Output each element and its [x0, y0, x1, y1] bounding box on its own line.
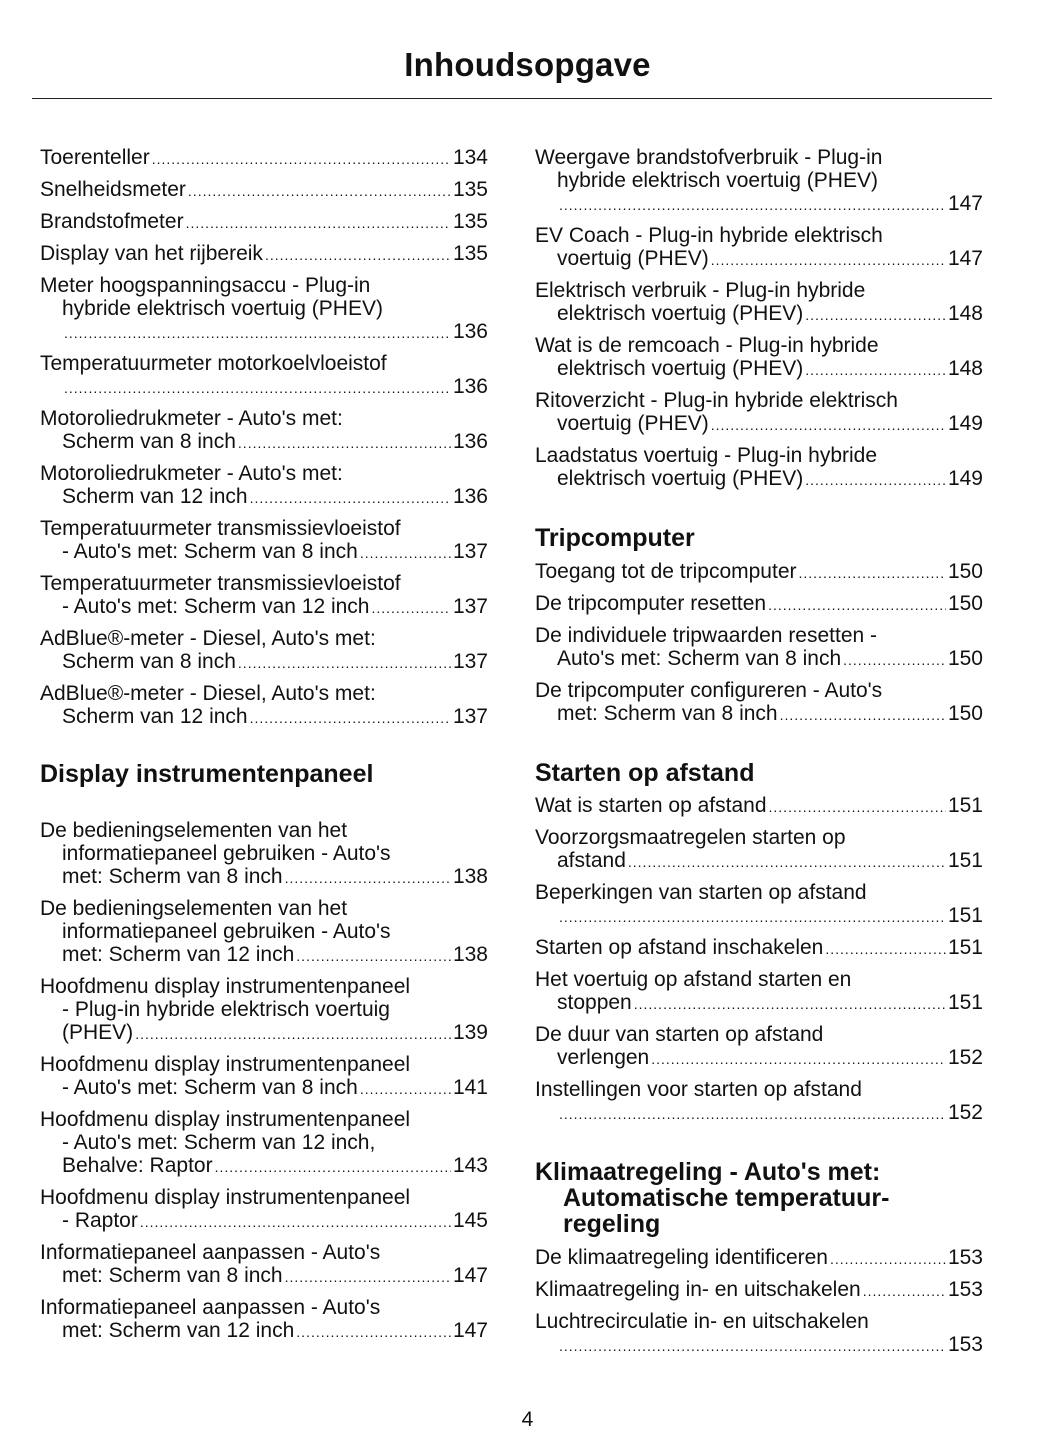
toc-entry-leader-line: [535, 302, 983, 327]
toc-page-number: 137: [452, 540, 488, 563]
toc-entry[interactable]: [40, 819, 488, 890]
toc-entry-line: De individuele tripwaarden resetten -: [535, 624, 878, 647]
toc-entry-leader-line: [40, 320, 488, 345]
toc-entry-line: Temperatuurmeter transmissievloeistof: [40, 572, 401, 595]
toc-entry-text: met: Scherm van 8 inch: [557, 702, 778, 725]
toc-page-number: 137: [452, 595, 488, 618]
dot-leader: [651, 1048, 946, 1071]
toc-entry-text: elektrisch voertuig (PHEV): [557, 467, 804, 490]
toc-entry-text: met: Scherm van 12 inch: [62, 943, 295, 966]
dot-leader: [863, 1280, 946, 1303]
toc-entry-line: De tripcomputer configureren - Auto's: [535, 679, 883, 702]
toc-entry[interactable]: [535, 1278, 983, 1303]
toc-entry-leader-line: [535, 357, 983, 382]
toc-entry-leader-line: [535, 1046, 983, 1071]
toc-entry-leader-line: [40, 540, 488, 565]
toc-entry-line: De bedieningselementen van het: [40, 819, 348, 842]
toc-entry-text: - Auto's met: Scherm van 8 inch: [62, 1076, 358, 1099]
toc-entry-line: De bedieningselementen van het: [40, 897, 348, 920]
toc-entry-line: hybride elektrisch voertuig (PHEV): [62, 297, 383, 320]
toc-entry-leader-line: [40, 943, 488, 968]
toc-entry[interactable]: [535, 279, 983, 327]
toc-entry-line: Hoofdmenu display instrumentenpaneel: [40, 1186, 411, 1209]
dot-leader: [799, 562, 946, 585]
toc-section: [535, 146, 983, 492]
toc-entry-line: Het voertuig op afstand starten en: [535, 968, 852, 991]
section-heading: [535, 760, 983, 786]
toc-entry-text: - Auto's met: Scherm van 12 inch: [62, 595, 370, 618]
toc-entry-leader-line: [40, 210, 488, 235]
toc-page-number: 147: [452, 1319, 488, 1342]
dot-leader: [825, 938, 946, 961]
page-number: 4: [521, 1408, 534, 1431]
dot-leader: [559, 1335, 946, 1358]
toc-entry-leader-line: [535, 1333, 983, 1358]
toc-entry-leader-line: [535, 1101, 983, 1126]
toc-entry-line: Laadstatus voertuig - Plug-in hybride: [535, 444, 878, 467]
dot-leader: [360, 542, 451, 565]
dot-leader: [64, 322, 451, 345]
toc-entry-leader-line: [40, 485, 488, 510]
toc-entry-line: Meter hoogspanningsaccu - Plug-in: [40, 274, 371, 297]
toc-page-number: 150: [947, 702, 983, 725]
toc-entry-line: Temperatuurmeter transmissievloeistof: [40, 517, 401, 540]
toc-entry-leader-line: [535, 247, 983, 272]
toc-section: [40, 146, 488, 730]
toc-page-number: 135: [452, 178, 488, 201]
dot-leader: [805, 359, 946, 382]
section-heading-line: Display instrumentenpaneel: [40, 760, 374, 788]
toc-entry[interactable]: [40, 517, 488, 565]
toc-entry-line: informatiepaneel gebruiken - Auto's: [62, 842, 391, 865]
toc-entry-text: elektrisch voertuig (PHEV): [557, 302, 804, 325]
toc-entry-leader-line: [535, 560, 983, 585]
toc-section: [535, 1246, 983, 1358]
toc-entry-text: Scherm van 8 inch: [62, 430, 236, 453]
dot-leader: [285, 1266, 451, 1289]
toc-entry-line: Hoofdmenu display instrumentenpaneel: [40, 1053, 411, 1076]
toc-entry[interactable]: [40, 242, 488, 267]
toc-entry-line: AdBlue®-meter - Diesel, Auto's met:: [40, 682, 376, 705]
toc-section: [535, 794, 983, 1126]
toc-entry-line: Weergave brandstofverbruik - Plug-in: [535, 146, 883, 169]
toc-entry-leader-line: [535, 904, 983, 929]
toc-page-number: 136: [452, 485, 488, 508]
toc-entry-line: - Plug-in hybride elektrisch voertuig: [62, 998, 390, 1021]
dot-leader: [711, 249, 946, 272]
toc-entry-line: Beperkingen van starten op afstand: [535, 881, 867, 904]
toc-entry[interactable]: [40, 210, 488, 235]
toc-entry-text: Toegang tot de tripcomputer: [535, 560, 797, 583]
toc-page-number: 135: [452, 210, 488, 233]
toc-entry[interactable]: [535, 968, 983, 1016]
toc-entry-line: Motoroliedrukmeter - Auto's met:: [40, 407, 343, 430]
toc-page-number: 151: [947, 849, 983, 872]
toc-entry[interactable]: [535, 826, 983, 874]
toc-page-number: 134: [452, 146, 488, 169]
toc-entry-leader-line: [535, 991, 983, 1016]
toc-entry-text: voertuig (PHEV): [557, 247, 709, 270]
toc-entry-text: afstand: [557, 849, 626, 872]
toc-page-number: 153: [947, 1278, 983, 1301]
toc-entry-leader-line: [40, 1154, 488, 1179]
toc-entry[interactable]: [535, 224, 983, 272]
toc-entry-line: hybride elektrisch voertuig (PHEV): [557, 169, 878, 192]
toc-page-number: 151: [947, 794, 983, 817]
toc-page-number: 147: [452, 1264, 488, 1287]
toc-page-number: 136: [452, 430, 488, 453]
toc-entry[interactable]: [535, 334, 983, 382]
toc-entry-leader-line: [40, 375, 488, 400]
dot-leader: [238, 432, 451, 455]
dot-leader: [215, 1156, 451, 1179]
toc-entry[interactable]: [535, 592, 983, 617]
section-heading-line: Starten op afstand: [535, 759, 755, 787]
dot-leader: [628, 851, 946, 874]
toc-entry-text: met: Scherm van 12 inch: [62, 1319, 295, 1342]
toc-page-number: 141: [452, 1076, 488, 1099]
toc-entry[interactable]: [535, 1023, 983, 1071]
dot-leader: [559, 906, 946, 929]
toc-entry-line: Hoofdmenu display instrumentenpaneel: [40, 975, 411, 998]
section-heading-line: Tripcomputer: [535, 524, 695, 552]
toc-entry-line: - Auto's met: Scherm van 12 inch,: [62, 1131, 376, 1154]
toc-entry-leader-line: [40, 430, 488, 455]
toc-entry-text: Scherm van 8 inch: [62, 650, 236, 673]
dot-leader: [186, 212, 451, 235]
toc-page-number: 152: [947, 1101, 983, 1124]
toc-entry-leader-line: [40, 178, 488, 203]
toc-entry-text: De klimaatregeling identificeren: [535, 1246, 828, 1269]
toc-entry-text: Scherm van 12 inch: [62, 485, 248, 508]
toc-entry-text: (PHEV): [62, 1021, 134, 1044]
toc-entry[interactable]: [40, 462, 488, 510]
dot-leader: [140, 1211, 451, 1234]
dot-leader: [371, 597, 450, 620]
toc-entry-leader-line: [535, 794, 983, 819]
toc-entry-line: Ritoverzicht - Plug-in hybride elektrisch: [535, 389, 898, 412]
toc-entry[interactable]: [40, 627, 488, 675]
toc-entry-text: verlengen: [557, 1046, 650, 1069]
toc-entry-text: Scherm van 12 inch: [62, 705, 248, 728]
toc-page-number: 139: [452, 1021, 488, 1044]
section-heading: [535, 1159, 983, 1237]
toc-entry[interactable]: [40, 682, 488, 730]
toc-entry[interactable]: [40, 1296, 488, 1344]
toc-entry-leader-line: [535, 1278, 983, 1303]
toc-entry[interactable]: [535, 146, 983, 217]
toc-entry-leader-line: [535, 192, 983, 217]
toc-entry-text: elektrisch voertuig (PHEV): [557, 357, 804, 380]
toc-page-number: 153: [947, 1333, 983, 1356]
toc-entry-line: informatiepaneel gebruiken - Auto's: [62, 920, 391, 943]
dot-leader: [135, 1023, 451, 1046]
toc-entry-leader-line: [535, 702, 983, 727]
toc-entry[interactable]: [535, 794, 983, 819]
dot-leader: [634, 993, 946, 1016]
dot-leader: [805, 469, 946, 492]
toc-entry[interactable]: [535, 936, 983, 961]
toc-entry-text: - Auto's met: Scherm van 8 inch: [62, 540, 358, 563]
toc-entry-line: De duur van starten op afstand: [535, 1023, 824, 1046]
toc-entry[interactable]: [535, 624, 983, 672]
toc-entry-leader-line: [535, 647, 983, 672]
dot-leader: [711, 414, 946, 437]
toc-entry[interactable]: [535, 560, 983, 585]
toc-entry-line: AdBlue®-meter - Diesel, Auto's met:: [40, 627, 376, 650]
toc-entry-leader-line: [40, 242, 488, 267]
dot-leader: [296, 1321, 451, 1344]
dot-leader: [769, 796, 946, 819]
dot-leader: [188, 180, 451, 203]
toc-entry[interactable]: [40, 897, 488, 968]
toc-page-number: 147: [947, 192, 983, 215]
toc-entry[interactable]: [535, 1310, 983, 1358]
toc-entry-leader-line: [40, 650, 488, 675]
toc-entry-line: Informatiepaneel aanpassen - Auto's: [40, 1296, 381, 1319]
toc-entry[interactable]: [535, 679, 983, 727]
toc-entry-text: - Raptor: [62, 1209, 138, 1232]
toc-entry-text: Display van het rijbereik: [40, 242, 263, 265]
toc-page-number: 150: [947, 560, 983, 583]
toc-entry-leader-line: [40, 705, 488, 730]
toc-page-number: 151: [947, 991, 983, 1014]
toc-entry-leader-line: [40, 865, 488, 890]
toc-page-number: 143: [452, 1154, 488, 1177]
toc-entry-line: Temperatuurmeter motorkoelvloeistof: [40, 352, 387, 375]
dot-leader: [780, 704, 946, 727]
toc-entry-text: Brandstofmeter: [40, 210, 184, 233]
toc-entry[interactable]: [535, 444, 983, 492]
toc-entry-leader-line: [40, 595, 488, 620]
toc-page-number: 137: [452, 705, 488, 728]
title-divider: [32, 98, 992, 99]
toc-page-number: 136: [452, 375, 488, 398]
toc-entry[interactable]: [40, 1241, 488, 1289]
toc-page-number: 151: [947, 936, 983, 959]
dot-leader: [559, 194, 946, 217]
toc-entry-line: Luchtrecirculatie in- en uitschakelen: [535, 1310, 869, 1333]
section-heading-line: regeling: [563, 1210, 661, 1238]
toc-page-number: 138: [452, 943, 488, 966]
toc-page-number: 135: [452, 242, 488, 265]
toc-entry-leader-line: [40, 1021, 488, 1046]
toc-entry-text: De tripcomputer resetten: [535, 592, 767, 615]
section-heading-line: Klimaatregeling - Auto's met:: [535, 1158, 881, 1186]
toc-entry-text: Snelheidsmeter: [40, 178, 186, 201]
toc-page-number: 147: [947, 247, 983, 270]
toc-section: [535, 560, 983, 727]
toc-entry-text: Wat is starten op afstand: [535, 794, 767, 817]
toc-entry[interactable]: [535, 1078, 983, 1126]
left-column: [40, 146, 488, 1351]
dot-leader: [830, 1248, 946, 1271]
toc-page-number: 148: [947, 357, 983, 380]
toc-section: [40, 819, 488, 1344]
section-heading-line: Automatische temperatuur-: [563, 1184, 890, 1212]
toc-page-number: 138: [452, 865, 488, 888]
toc-entry[interactable]: [40, 1186, 488, 1234]
toc-entry-text: met: Scherm van 8 inch: [62, 865, 283, 888]
toc-entry-leader-line: [535, 1246, 983, 1271]
dot-leader: [360, 1078, 451, 1101]
dot-leader: [64, 377, 451, 400]
toc-page-number: 149: [947, 412, 983, 435]
toc-page-number: 150: [947, 647, 983, 670]
dot-leader: [265, 244, 451, 267]
toc-entry[interactable]: [40, 1053, 488, 1101]
toc-entry-leader-line: [535, 412, 983, 437]
toc-entry[interactable]: [40, 572, 488, 620]
dot-leader: [768, 594, 946, 617]
dot-leader: [285, 867, 451, 890]
dot-leader: [238, 652, 451, 675]
toc-entry-line: Motoroliedrukmeter - Auto's met:: [40, 462, 343, 485]
toc-entry-leader-line: [40, 1076, 488, 1101]
toc-entry[interactable]: [40, 178, 488, 203]
dot-leader: [152, 148, 451, 171]
toc-page-number: 151: [947, 904, 983, 927]
dot-leader: [843, 649, 946, 672]
toc-entry-text: Toerenteller: [40, 146, 150, 169]
toc-entry[interactable]: [40, 407, 488, 455]
toc-entry-line: Informatiepaneel aanpassen - Auto's: [40, 1241, 381, 1264]
toc-entry-text: met: Scherm van 8 inch: [62, 1264, 283, 1287]
toc-page-number: 153: [947, 1246, 983, 1269]
toc-entry-line: Instellingen voor starten op afstand: [535, 1078, 862, 1101]
toc-entry-leader-line: [535, 936, 983, 961]
dot-leader: [250, 707, 451, 730]
toc-page-number: 150: [947, 592, 983, 615]
toc-entry-line: Wat is de remcoach - Plug-in hybride: [535, 334, 879, 357]
toc-page-number: 149: [947, 467, 983, 490]
toc-entry-text: Auto's met: Scherm van 8 inch: [557, 647, 842, 670]
toc-entry-line: Elektrisch verbruik - Plug-in hybride: [535, 279, 866, 302]
toc-entry-leader-line: [535, 467, 983, 492]
toc-entry[interactable]: [535, 881, 983, 929]
toc-page-number: 136: [452, 320, 488, 343]
dot-leader: [805, 304, 946, 327]
toc-entry-leader-line: [40, 1209, 488, 1234]
section-heading: [40, 761, 488, 787]
toc-entry-leader-line: [40, 1264, 488, 1289]
toc-entry-leader-line: [535, 592, 983, 617]
toc-entry[interactable]: [535, 1246, 983, 1271]
toc-entry-line: Hoofdmenu display instrumentenpaneel: [40, 1108, 411, 1131]
page-title: Inhoudsopgave: [404, 46, 651, 83]
toc-entry[interactable]: [40, 274, 488, 345]
toc-entry-line: EV Coach - Plug-in hybride elektrisch: [535, 224, 883, 247]
toc-page-number: 148: [947, 302, 983, 325]
dot-leader: [559, 1103, 946, 1126]
toc-page-number: 145: [452, 1209, 488, 1232]
section-heading: [535, 525, 983, 551]
toc-entry[interactable]: [40, 352, 488, 400]
toc-entry-text: Behalve: Raptor: [62, 1154, 213, 1177]
toc-entry-text: stoppen: [557, 991, 632, 1014]
toc-entry[interactable]: [40, 975, 488, 1046]
dot-leader: [296, 945, 451, 968]
toc-entry-text: Klimaatregeling in- en uitschakelen: [535, 1278, 861, 1301]
toc-entry-leader-line: [535, 849, 983, 874]
dot-leader: [250, 487, 451, 510]
toc-entry[interactable]: [40, 1108, 488, 1179]
toc-page-number: 152: [947, 1046, 983, 1069]
toc-entry-leader-line: [40, 1319, 488, 1344]
toc-entry[interactable]: [40, 146, 488, 171]
toc-entry-line: Voorzorgsmaatregelen starten op: [535, 826, 846, 849]
toc-entry-leader-line: [40, 146, 488, 171]
toc-entry-text: voertuig (PHEV): [557, 412, 709, 435]
toc-entry-text: Starten op afstand inschakelen: [535, 936, 824, 959]
toc-entry[interactable]: [535, 389, 983, 437]
toc-page-number: 137: [452, 650, 488, 673]
right-column: [535, 146, 983, 1365]
